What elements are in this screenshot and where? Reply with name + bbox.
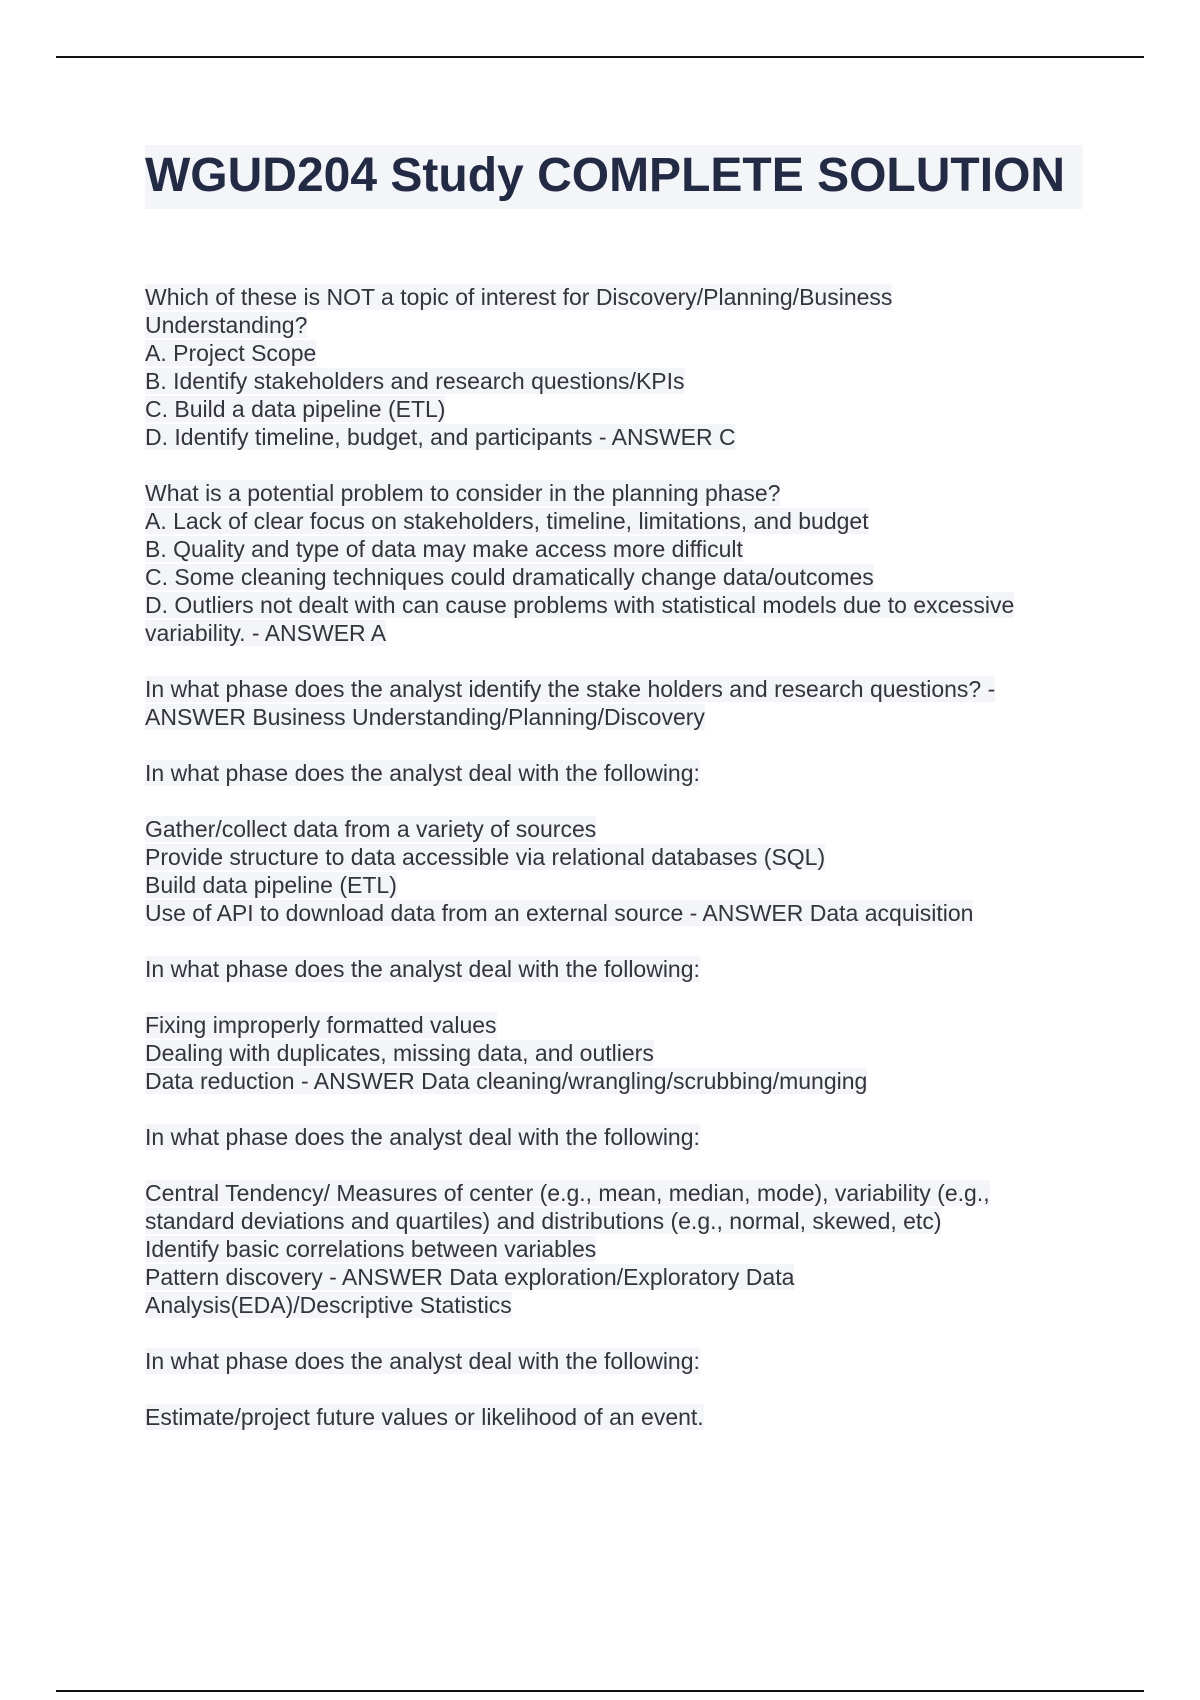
text-line xyxy=(145,619,1065,647)
text-line-content: In what phase does the analyst deal with the following: xyxy=(145,760,700,786)
top-rule xyxy=(56,56,1144,58)
text-line xyxy=(145,675,1065,703)
text-line xyxy=(145,311,1065,339)
text-line xyxy=(145,955,1065,983)
question-block xyxy=(145,759,1065,787)
text-line-content: Which of these is NOT a topic of interest for Discovery/Planning/Business xyxy=(145,284,893,310)
text-line xyxy=(145,1067,1065,1095)
text-line-content: Build data pipeline (ETL) xyxy=(145,872,397,898)
text-line-content: Pattern discovery - ANSWER Data exploration/Exploratory Data xyxy=(145,1264,795,1290)
text-line-content: D. Identify timeline, budget, and participants - ANSWER C xyxy=(145,424,736,450)
text-line xyxy=(145,1263,1065,1291)
question-block xyxy=(145,479,1065,647)
paragraph-gap xyxy=(145,1375,1065,1403)
paragraph-gap xyxy=(145,731,1065,759)
text-line-content: Fixing improperly formatted values xyxy=(145,1012,497,1038)
text-line xyxy=(145,1235,1065,1263)
text-line xyxy=(145,1291,1065,1319)
text-line xyxy=(145,843,1065,871)
text-line xyxy=(145,1039,1065,1067)
text-line xyxy=(145,759,1065,787)
text-line xyxy=(145,507,1065,535)
question-block xyxy=(145,1347,1065,1375)
text-line-content: Dealing with duplicates, missing data, and outliers xyxy=(145,1040,654,1066)
text-line xyxy=(145,339,1065,367)
text-line-content: In what phase does the analyst deal with the following: xyxy=(145,1124,700,1150)
text-line-content: Identify basic correlations between variables xyxy=(145,1236,597,1262)
text-line-content: Analysis(EDA)/Descriptive Statistics xyxy=(145,1292,512,1318)
text-line-content: B. Identify stakeholders and research questions/KPIs xyxy=(145,368,685,394)
text-line xyxy=(145,1011,1065,1039)
text-line xyxy=(145,1403,1065,1431)
text-line-content: Gather/collect data from a variety of sources xyxy=(145,816,597,842)
question-block xyxy=(145,815,1065,927)
paragraph-gap xyxy=(145,1095,1065,1123)
text-line xyxy=(145,1207,1065,1235)
question-block xyxy=(145,1123,1065,1151)
text-line-content: variability. - ANSWER A xyxy=(145,620,387,646)
text-line-content: standard deviations and quartiles) and distributions (e.g., normal, skewed, etc) xyxy=(145,1208,942,1234)
text-line-content: D. Outliers not dealt with can cause problems with statistical models due to excessive xyxy=(145,592,1015,618)
question-block xyxy=(145,1403,1065,1431)
text-line-content: In what phase does the analyst deal with the following: xyxy=(145,956,700,982)
text-line xyxy=(145,283,1065,311)
text-line xyxy=(145,423,1065,451)
question-block xyxy=(145,955,1065,983)
text-line xyxy=(145,899,1065,927)
paragraph-gap xyxy=(145,927,1065,955)
text-line xyxy=(145,591,1065,619)
text-line xyxy=(145,563,1065,591)
paragraph-gap xyxy=(145,451,1065,479)
text-line-content: Provide structure to data accessible via relational databases (SQL) xyxy=(145,844,826,870)
text-line xyxy=(145,535,1065,563)
paragraph-gap xyxy=(145,647,1065,675)
paragraph-gap xyxy=(145,1151,1065,1179)
text-line xyxy=(145,367,1065,395)
question-block xyxy=(145,1011,1065,1095)
text-line-content: A. Lack of clear focus on stakeholders, timeline, limitations, and budget xyxy=(145,508,869,534)
text-line-content: Use of API to download data from an external source - ANSWER Data acquisition xyxy=(145,900,974,926)
text-line xyxy=(145,479,1065,507)
question-block xyxy=(145,1179,1065,1319)
text-line-content: ANSWER Business Understanding/Planning/Discovery xyxy=(145,704,705,730)
text-line-content: C. Build a data pipeline (ETL) xyxy=(145,396,446,422)
text-line-content: Data reduction - ANSWER Data cleaning/wrangling/scrubbing/munging xyxy=(145,1068,868,1094)
text-line-content: Estimate/project future values or likelihood of an event. xyxy=(145,1404,704,1430)
text-line xyxy=(145,871,1065,899)
document-title: WGUD204 Study COMPLETE SOLUTION xyxy=(145,145,1083,209)
paragraph-gap xyxy=(145,983,1065,1011)
text-line-content: Central Tendency/ Measures of center (e.g., mean, median, mode), variability (e.g., xyxy=(145,1180,990,1206)
document-body xyxy=(145,283,1065,1431)
text-line xyxy=(145,1347,1065,1375)
bottom-rule xyxy=(56,1690,1144,1692)
text-line xyxy=(145,815,1065,843)
text-line-content: B. Quality and type of data may make access more difficult xyxy=(145,536,743,562)
question-block xyxy=(145,675,1065,731)
question-block xyxy=(145,283,1065,451)
text-line-content: Understanding? xyxy=(145,312,308,338)
text-line xyxy=(145,395,1065,423)
text-line xyxy=(145,703,1065,731)
text-line xyxy=(145,1123,1065,1151)
paragraph-gap xyxy=(145,787,1065,815)
text-line-content: What is a potential problem to consider in the planning phase? xyxy=(145,480,781,506)
text-line-content: In what phase does the analyst identify the stake holders and research questions? - xyxy=(145,676,996,702)
text-line-content: C. Some cleaning techniques could dramatically change data/outcomes xyxy=(145,564,874,590)
paragraph-gap xyxy=(145,1319,1065,1347)
text-line-content: In what phase does the analyst deal with the following: xyxy=(145,1348,700,1374)
text-line xyxy=(145,1179,1065,1207)
text-line-content: A. Project Scope xyxy=(145,340,317,366)
